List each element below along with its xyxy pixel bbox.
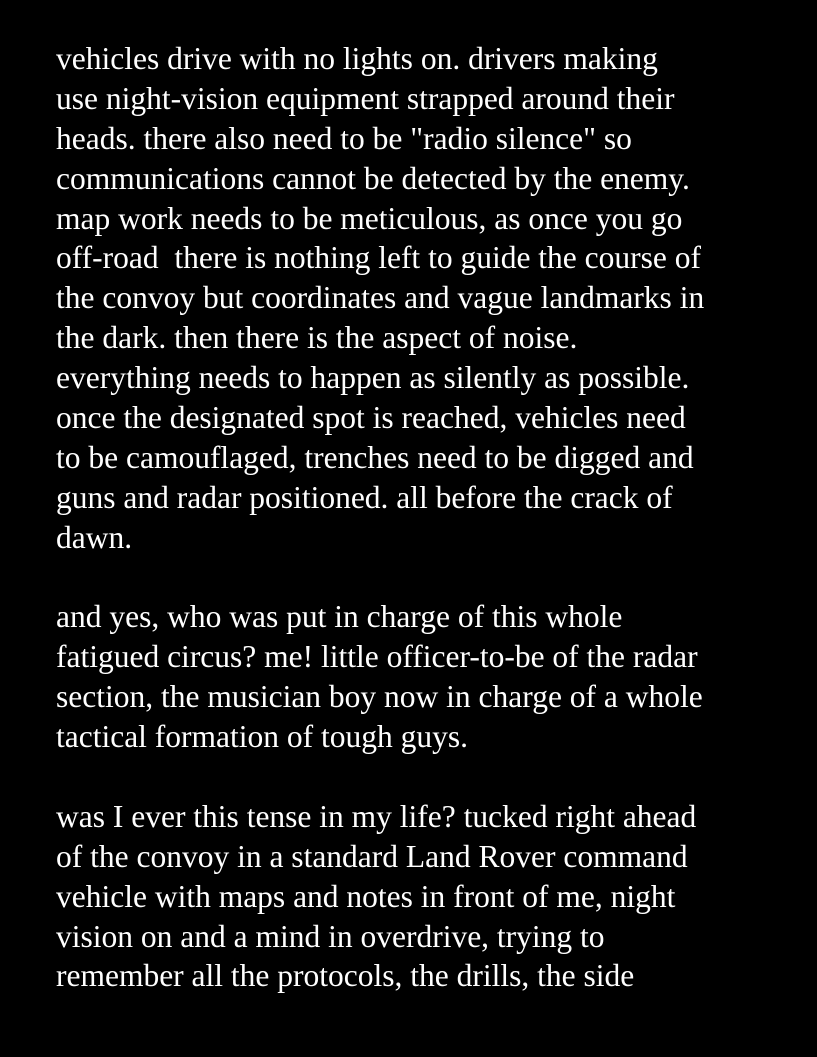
text-line: vehicle with maps and notes in front of me, night	[56, 878, 676, 914]
text-line: fatigued circus? me! little officer-to-be of the radar	[56, 639, 698, 675]
text-line: communications cannot be detected by the enemy.	[56, 160, 690, 196]
text-line: everything needs to happen as silently as possible.	[56, 360, 690, 396]
text-line: once the designated spot is reached, vehicles need	[56, 400, 686, 436]
text-line: tactical formation of tough guys.	[56, 719, 469, 755]
text-line: and yes, who was put in charge of this whole	[56, 599, 623, 635]
text-line: map work needs to be meticulous, as once you go	[56, 200, 683, 236]
paragraph-2	[56, 597, 796, 757]
paragraph-gap	[56, 757, 796, 797]
text-line: guns and radar positioned. all before the crack of	[56, 479, 673, 515]
text-line: section, the musician boy now in charge of a whole	[56, 679, 703, 715]
text-line: of the convoy in a standard Land Rover command	[56, 838, 688, 874]
text-line: the convoy but coordinates and vague landmarks in	[56, 280, 705, 316]
text-body	[56, 39, 796, 996]
text-line: the dark. then there is the aspect of noise.	[56, 320, 578, 356]
text-line: vehicles drive with no lights on. drivers making	[56, 41, 658, 76]
text-line: heads. there also need to be "radio silence" so	[56, 120, 632, 156]
paragraph-1	[56, 39, 796, 558]
text-line: to be camouflaged, trenches need to be digged and	[56, 439, 694, 475]
text-line: vision on and a mind in overdrive, trying to	[56, 918, 605, 954]
text-line: dawn.	[56, 519, 133, 555]
paragraph-3	[56, 797, 796, 996]
text-line: use night-vision equipment strapped around their	[56, 80, 675, 116]
text-line: off-road there is nothing left to guide the course of	[56, 240, 701, 276]
text-line: was I ever this tense in my life? tucked right ahead	[56, 798, 697, 834]
paragraph-gap	[56, 558, 796, 598]
text-line: remember all the protocols, the drills, the side	[56, 958, 635, 994]
